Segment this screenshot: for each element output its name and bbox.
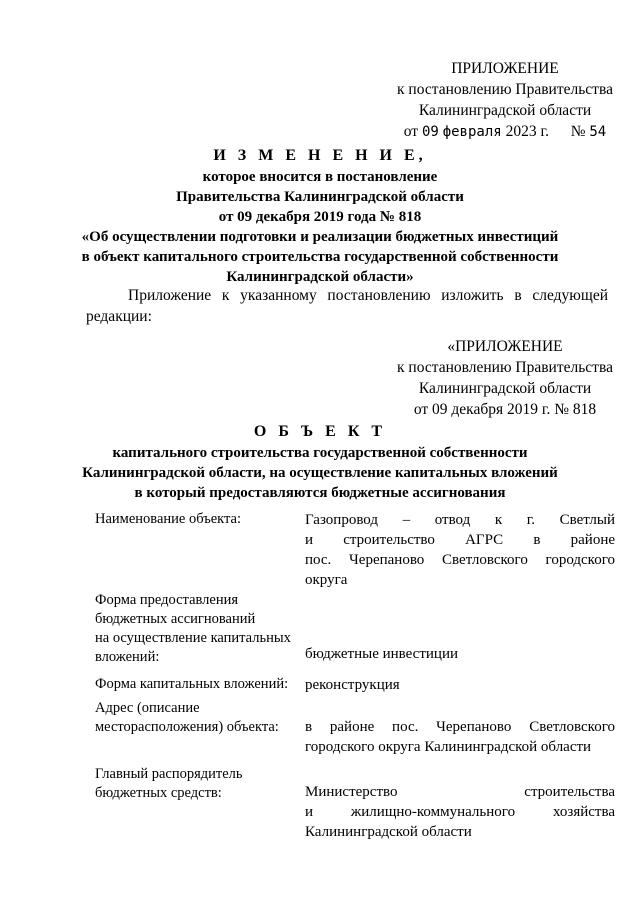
change-line-1: которое вносится в постановление (202, 169, 438, 185)
intro-paragraph: Приложение к указанному постановлению изложить в следующей редакции: (86, 287, 608, 325)
number-sign: № (570, 123, 586, 140)
row-value-investment-form: реконструкция (305, 677, 400, 693)
object-line-3: в который предоставляются бюджетные ассигнования (134, 485, 506, 501)
appendix-line-2: Калининградской области (418, 102, 592, 119)
row-label-budget-manager: Главный распорядитель бюджетных средств: (95, 766, 243, 801)
inner-appendix-title: «ПРИЛОЖЕНИЕ (447, 338, 563, 355)
inner-appendix-line-1: к постановлению Правительства (397, 359, 613, 376)
change-heading (0, 167, 640, 287)
date-year: 2023 г. (505, 123, 549, 140)
appendix-line-1: к постановлению Правительства (397, 81, 613, 98)
appendix-title: ПРИЛОЖЕНИЕ (451, 60, 559, 77)
row-value-allocation-form: бюджетные инвестиции (305, 646, 459, 662)
date-day: 09 (421, 124, 439, 140)
row-label-address: Адрес (описание месторасположения) объекта: (95, 700, 279, 735)
object-line-1: капитального строительства государственной собственности (112, 445, 528, 461)
change-line-2: Правительства Калининградской области (176, 189, 464, 205)
change-line-6: Калининградской области» (226, 269, 414, 285)
change-line-5: в объект капитального строительства государственной собственности (81, 249, 559, 265)
appendix-date-line (380, 121, 630, 143)
row-value-object-name: Газопровод – отвод к г. Светлый и строительство АГРС в районе пос. Черепаново Светловского городского округа (305, 512, 615, 588)
change-line-4: «Об осуществлении подготовки и реализации бюджетных инвестиций (81, 229, 559, 245)
change-line-3: от 09 декабря 2019 года № 818 (218, 209, 422, 225)
number-value: 54 (589, 124, 607, 140)
row-value-budget-manager: Министерство строительства и жилищно-коммунального хозяйства Калининградской области (305, 784, 615, 840)
inner-appendix-block (380, 336, 630, 420)
appendix-block (380, 58, 630, 143)
row-label-allocation-form: Форма предоставления бюджетных ассигнований на осуществление капитальных вложений: (95, 592, 291, 665)
inner-appendix-line-2: Калининградской области (418, 380, 592, 397)
change-title: И З М Е Н Е Н И Е, (213, 147, 427, 164)
object-title: О Б Ъ Е К Т (253, 423, 387, 440)
inner-appendix-line-3: от 09 декабря 2019 г. № 818 (413, 401, 597, 418)
object-line-2: Калининградской области, на осуществление капитальных вложений (82, 465, 558, 481)
row-value-address: в районе пос. Черепаново Светловского городского округа Калининградской области (305, 719, 615, 755)
row-label-object-name: Наименование объекта: (95, 511, 241, 527)
object-heading (0, 443, 640, 503)
row-label-investment-form: Форма капитальных вложений: (95, 676, 289, 692)
date-month: февраля (442, 124, 502, 140)
date-prefix: от (403, 123, 419, 140)
